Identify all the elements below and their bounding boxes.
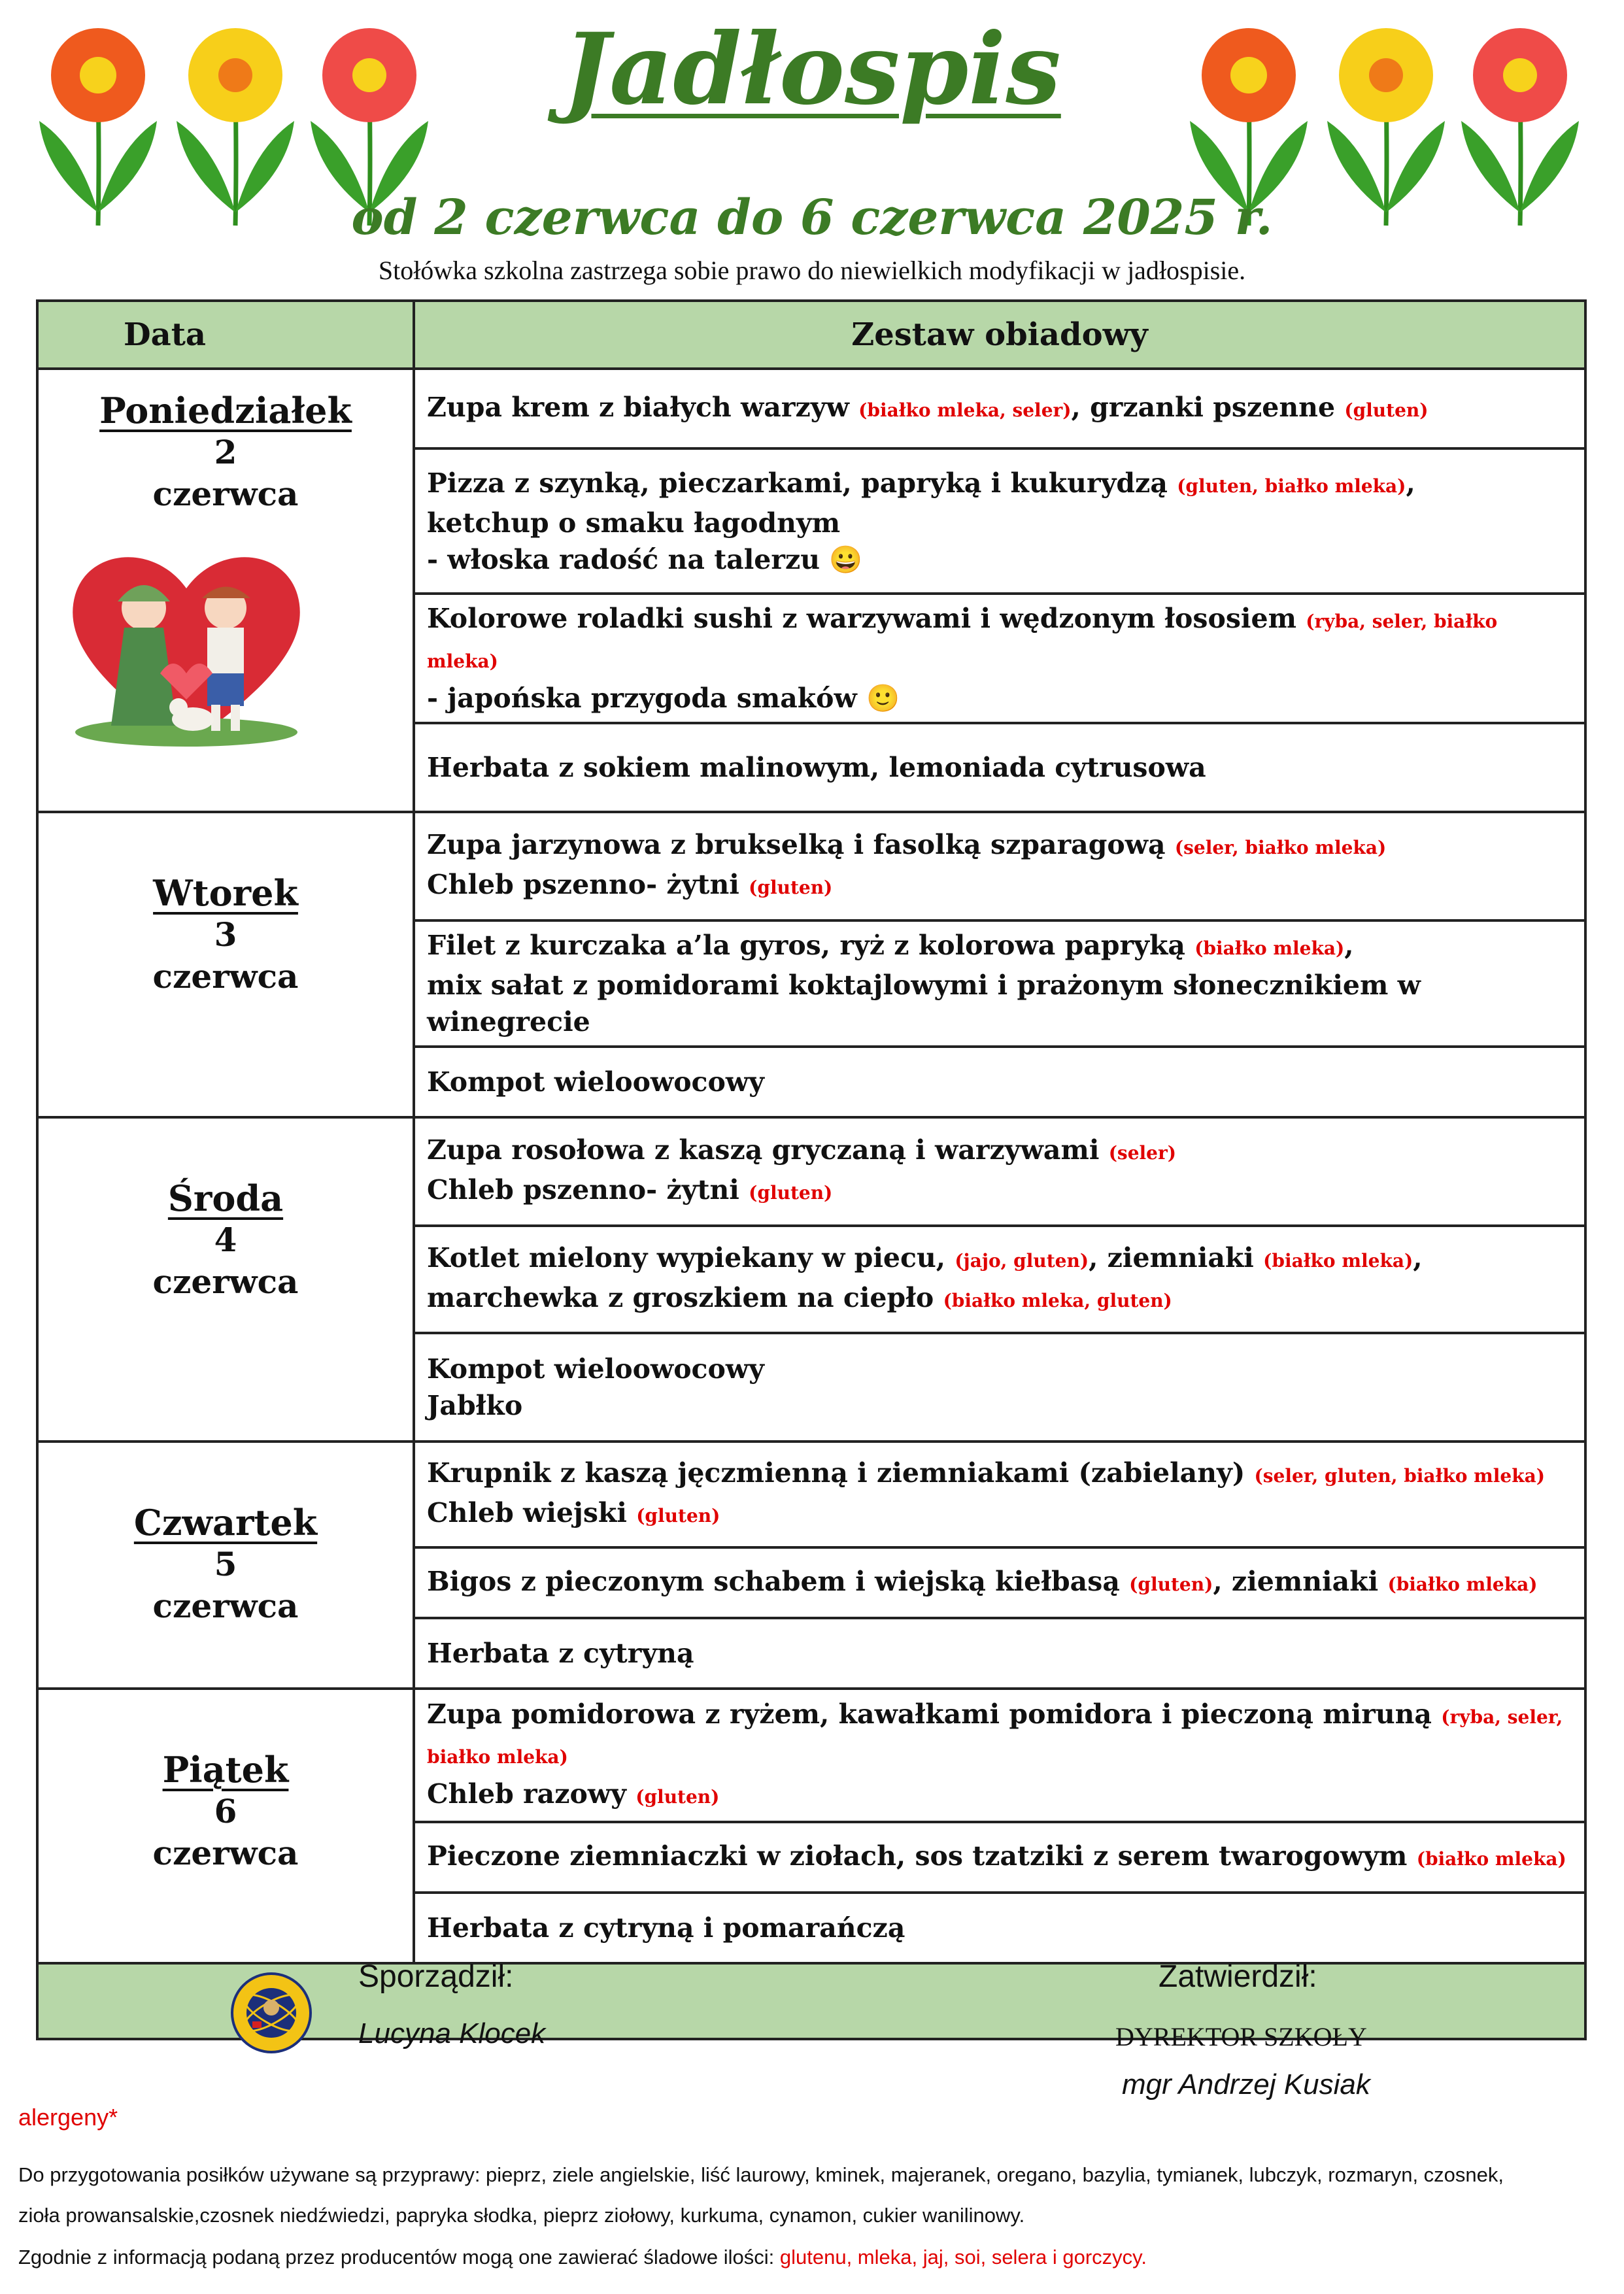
spices-note-line-1: Do przygotowania posiłków używane są przyprawy: pieprz, ziele angielskie, liść laurowy, kminek, majeranek, oregano, bazylia, tymianek, lubczyk, rozmaryn, czosnek, [18, 2163, 1504, 2186]
allergen-note: (seler) [1108, 1142, 1176, 1164]
column-header-menu: Zestaw obiadowy [414, 301, 1585, 369]
dish-line [427, 505, 1572, 541]
dish-text: Filet z kurczaka a’la gyros, ryż z kolorowa papryką [427, 930, 1195, 961]
dish-line [427, 1635, 1572, 1672]
dish-text: , [1344, 930, 1354, 961]
dish-cell [414, 723, 1585, 812]
allergen-note: (jajo, gluten) [955, 1250, 1089, 1272]
dish-cell [414, 1547, 1585, 1618]
dish-text: - japońska przygoda smaków 🙂 [427, 683, 900, 714]
dish-text: Chleb razowy [427, 1778, 636, 1810]
dish-cell [414, 369, 1585, 448]
dish-line [427, 1696, 1572, 1736]
dish-line [427, 749, 1572, 786]
dish-cell [414, 1893, 1585, 1963]
day-name: Czwartek [133, 1502, 318, 1543]
dish-cell [414, 1047, 1585, 1117]
day-month: czerwca [152, 1262, 299, 1301]
day-number: 4 [214, 1221, 237, 1259]
day-number: 6 [214, 1792, 237, 1830]
column-header-date: Data [37, 301, 414, 369]
dish-text: Herbata z cytryną i pomarańczą [427, 1912, 905, 1944]
dish-text: , [1406, 467, 1415, 499]
day-number: 3 [214, 915, 237, 954]
allergen-note: (seler, gluten, białko mleka) [1254, 1465, 1546, 1487]
dish-text: Pizza z szynką, pieczarkami, papryką i kukurydzą [427, 467, 1177, 499]
traces-note [18, 2238, 1607, 2276]
dish-line [427, 1776, 1572, 1815]
dish-line [427, 541, 1572, 578]
approved-title: DYREKTOR SZKOŁY [1115, 2022, 1367, 2051]
dish-text: Bigos z pieczonym schabem i wiejską kiełbasą [427, 1565, 1130, 1597]
approved-name: mgr Andrzej Kusiak [1122, 2068, 1370, 2100]
allergen-note: (białko mleka) [1263, 1250, 1413, 1272]
day-month: czerwca [152, 475, 299, 513]
dish-text: Kolorowe roladki sushi z warzywami i wędzonym łososiem [427, 603, 1306, 634]
dish-cell [414, 1117, 1585, 1226]
traces-list: glutenu, mleka, jaj, soi, selera i gorczycy. [779, 2246, 1147, 2269]
dish-cell [414, 920, 1585, 1047]
dish-line [427, 1279, 1572, 1319]
dish-cell [414, 1822, 1585, 1893]
dish-line [427, 389, 1572, 429]
table-row [37, 1117, 1585, 1226]
valentine-children-picture [62, 536, 311, 752]
page-title: Jadłospis [563, 12, 1061, 127]
allergen-note: (gluten) [749, 1182, 833, 1204]
allergen-note: (białko mleka, gluten) [943, 1290, 1172, 1311]
dish-text: Zupa rosołowa z kaszą gryczaną i warzywami [427, 1134, 1109, 1166]
modification-notice: Stołówka szkolna zastrzega sobie prawo do niewielkich modyfikacji w jadłospisie. [378, 256, 1246, 285]
dish-line [427, 465, 1572, 505]
allergen-note: (ryba, seler, białko mleka) [427, 611, 1498, 672]
dish-line [427, 1172, 1572, 1211]
dish-line [427, 600, 1572, 680]
dish-line [427, 1838, 1572, 1878]
dish-text: marchewka z groszkiem na ciepło [427, 1282, 943, 1313]
allergens-heading: alergeny* [18, 2104, 118, 2131]
allergen-note: (białko mleka, seler) [858, 399, 1072, 421]
dish-text: Herbata z sokiem malinowym, lemoniada cytrusowa [427, 752, 1206, 783]
dish-text: Kotlet mielony wypiekany w piecu, [427, 1242, 955, 1274]
dish-cell [414, 812, 1585, 920]
dish-text: - włoska radość na talerzu 😀 [427, 543, 863, 575]
dish-text: , ziemniaki [1213, 1565, 1388, 1597]
dish-cell [414, 448, 1585, 594]
date-range: od 2 czerwca do 6 czerwca 2025 r. [351, 190, 1273, 246]
allergen-note: (gluten) [635, 1785, 720, 1808]
prepared-name: Lucyna Klocek [358, 2017, 546, 2049]
day-month: czerwca [152, 1587, 299, 1625]
day-cell [37, 1689, 414, 1963]
prepared-label: Sporządził: [358, 1959, 514, 1994]
allergen-note: (gluten) [1344, 399, 1429, 421]
table-row [37, 369, 1585, 448]
traces-prefix: Zgodnie z informacją podaną przez producentów mogą one zawierać śladowe ilości: [18, 2246, 780, 2269]
dish-line [427, 1494, 1572, 1534]
allergen-note: (gluten) [1129, 1573, 1213, 1595]
dish-text: Chleb pszenno- żytni [427, 869, 749, 900]
dish-line [427, 967, 1572, 1040]
dish-text: Jabłko [427, 1390, 523, 1421]
allergen-note: (białko mleka) [1416, 1847, 1566, 1870]
dish-text: Krupnik z kaszą jęczmienną i ziemniakami (zabielany) [427, 1457, 1255, 1489]
allergen-note: (gluten) [636, 1505, 720, 1527]
table-header-row [37, 301, 1585, 369]
day-cell [37, 1442, 414, 1689]
day-month: czerwca [152, 1834, 299, 1872]
day-number: 5 [214, 1545, 237, 1583]
day-name: Środa [167, 1177, 284, 1219]
dish-text: Chleb pszenno- żytni [427, 1174, 749, 1206]
allergen-note: (seler, białko mleka) [1174, 837, 1387, 858]
dish-line [427, 927, 1572, 967]
dish-cell [414, 1333, 1585, 1442]
dish-line [427, 1736, 1572, 1776]
dish-text: Zupa jarzynowa z brukselką i fasolką szparagową [427, 829, 1175, 860]
dish-line [427, 1910, 1572, 1946]
allergen-note: (białko mleka) [1387, 1573, 1538, 1595]
dish-text: Herbata z cytryną [427, 1638, 694, 1669]
dish-line [427, 1064, 1572, 1100]
dish-line [427, 1240, 1572, 1279]
dish-text: , [1413, 1242, 1423, 1274]
dish-text: Kompot wieloowocowy [427, 1353, 764, 1385]
dish-text: , ziemniaki [1089, 1242, 1264, 1274]
dish-text: ketchup o smaku łagodnym [427, 507, 841, 539]
dish-text: Chleb wiejski [427, 1497, 637, 1528]
dish-text: Pieczone ziemniaczki w ziołach, sos tzatziki z serem twarogowym [427, 1840, 1417, 1872]
day-name: Poniedziałek [99, 390, 352, 431]
dish-text: mix sałat z pomidorami koktajlowymi i prażonym słonecznikiem w winegrecie [427, 970, 1421, 1037]
allergen-note: (białko mleka) [1194, 937, 1345, 959]
dish-text: , grzanki pszenne [1071, 391, 1345, 423]
day-cell [37, 812, 414, 1117]
dish-text: Zupa krem z białych warzyw [427, 391, 859, 423]
dish-line [427, 826, 1572, 866]
dish-text: Kompot wieloowocowy [427, 1066, 764, 1098]
approved-label: Zatwierdził: [1159, 1959, 1317, 1994]
day-number: 2 [214, 433, 237, 471]
spices-note-line-2: zioła prowansalskie,czosnek niedźwiedzi, papryka słodka, pieprz ziołowy, kurkuma, cynamon, cukier wanilinowy. [18, 2204, 1025, 2227]
dish-line [427, 1132, 1572, 1172]
dish-line [427, 1455, 1572, 1494]
day-name: Piątek [162, 1749, 289, 1791]
dish-cell [414, 1226, 1585, 1333]
dish-line [427, 866, 1572, 906]
day-month: czerwca [152, 957, 299, 996]
table-row [37, 812, 1585, 920]
school-logo [230, 1972, 313, 2054]
table-row [37, 1689, 1585, 1822]
dish-cell [414, 594, 1585, 723]
dish-line [427, 1563, 1572, 1603]
day-name: Wtorek [153, 872, 298, 914]
allergen-note: (gluten, białko mleka) [1177, 475, 1406, 497]
dish-line [427, 1387, 1572, 1424]
allergen-note: białko mleka) [427, 1746, 568, 1768]
dish-line [427, 680, 1572, 717]
allergen-note: (ryba, seler, [1441, 1706, 1563, 1728]
allergen-note: (gluten) [749, 877, 833, 898]
dish-text: Zupa pomidorowa z ryżem, kawałkami pomidora i pieczoną miruną [427, 1698, 1442, 1730]
dish-cell [414, 1618, 1585, 1689]
dish-cell [414, 1689, 1585, 1822]
dish-cell [414, 1442, 1585, 1547]
day-cell [37, 1117, 414, 1442]
dish-line [427, 1351, 1572, 1387]
table-row [37, 1442, 1585, 1547]
